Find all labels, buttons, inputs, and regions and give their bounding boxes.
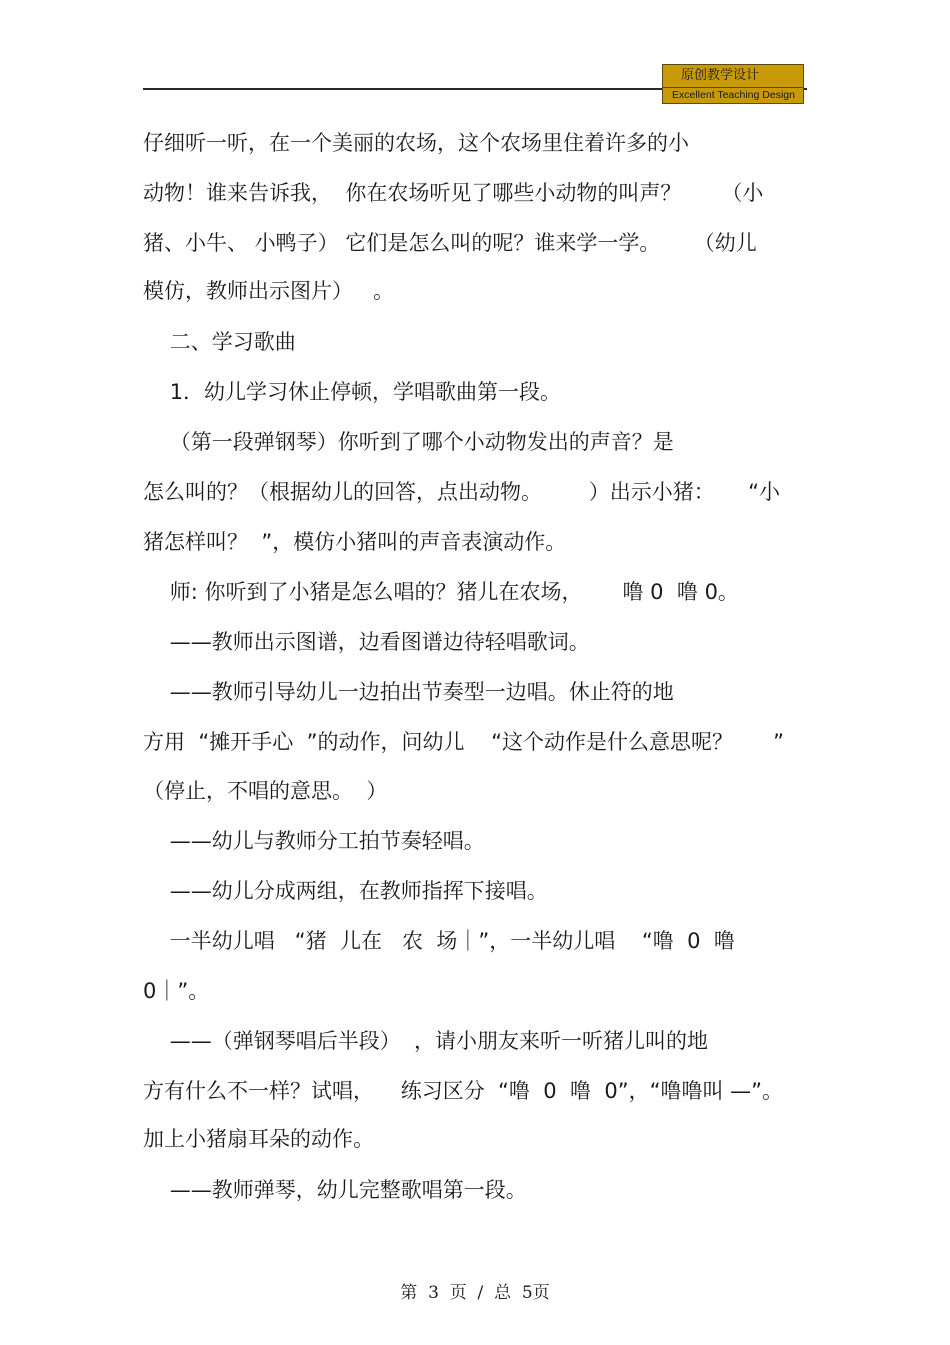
body-line: 方有什么不一样？试唱， 练习区分 “噜 0 噜 0”，“噜噜叫 —”。 <box>143 1079 784 1103</box>
page-number: 第 3 页 / 总 5页 <box>400 1283 550 1303</box>
body-line: 0｜”。 <box>143 979 210 1003</box>
body-line: 猪怎样叫？ ”，模仿小猪叫的声音表演动作。 <box>143 530 567 554</box>
body-line: 猪、小牛、 小鸭子） 它们是怎么叫的呢？谁来学一学。 （幼儿 <box>143 231 757 255</box>
badge-title: 原创教学设计 <box>662 64 804 88</box>
body-line: ——幼儿与教师分工拍节奏轻唱。 <box>143 829 485 853</box>
body-line: ——幼儿分成两组，在教师指挥下接唱。 <box>143 879 548 903</box>
body-line: 方用 “摊开手心 ”的动作，问幼儿 “这个动作是什么意思呢？ ” <box>143 730 784 754</box>
header-badge <box>662 64 804 106</box>
body-line: 一半幼儿唱 “猪 儿在 农 场｜”，一半幼儿唱 “噜 0 噜 <box>143 929 735 953</box>
body-line: 1．幼儿学习休止停顿，学唱歌曲第一段。 <box>143 380 562 404</box>
body-line: 模仿，教师出示图片） 。 <box>143 279 395 303</box>
body-line: 师: 你听到了小猪是怎么唱的？猪儿在农场， 噜 0 噜 0。 <box>143 580 739 604</box>
body-line: ——（弹钢琴唱后半段） ，请小朋友来听一听猪儿叫的地 <box>143 1029 709 1053</box>
body-line: 怎么叫的？（根据幼儿的回答，点出动物。 ）出示小猪： “小 <box>143 480 780 504</box>
section-heading: 二、学习歌曲 <box>143 330 296 354</box>
body-line: ——教师引导幼儿一边拍出节奏型一边唱。休止符的地 <box>143 680 674 704</box>
body-line: ——教师出示图谱，边看图谱边待轻唱歌词。 <box>143 630 590 654</box>
body-line: ——教师弹琴，幼儿完整歌唱第一段。 <box>143 1178 527 1202</box>
body-line: （第一段弹钢琴）你听到了哪个小动物发出的声音？是 <box>143 430 674 454</box>
badge-subtitle: Excellent Teaching Design <box>662 88 804 104</box>
body-line: （停止，不唱的意思。 ） <box>143 779 388 803</box>
body-line: 动物！谁来告诉我， 你在农场听见了哪些小动物的叫声？ （小 <box>143 181 764 205</box>
body-line: 仔细听一听，在一个美丽的农场，这个农场里住着许多的小 <box>143 131 689 155</box>
body-line: 加上小猪扇耳朵的动作。 <box>143 1127 374 1151</box>
